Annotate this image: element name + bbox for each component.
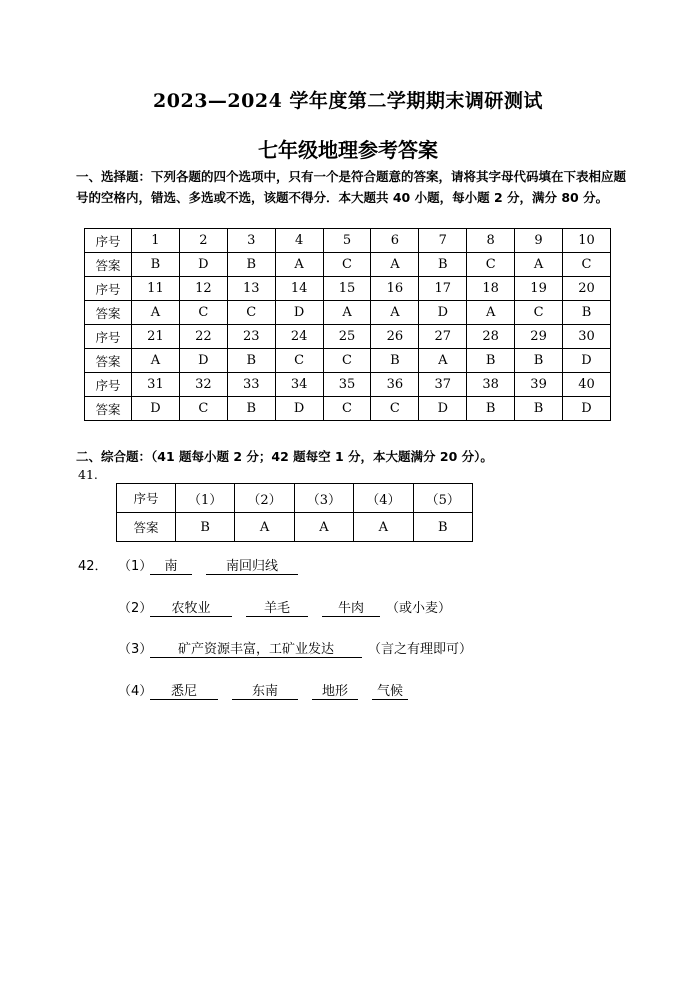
- answer-cell: B: [175, 513, 234, 542]
- question-number-cell: 2: [179, 229, 227, 253]
- q42-line-2: [118, 597, 451, 617]
- question-number-cell: 31: [132, 373, 180, 397]
- answer-cell: B: [371, 349, 419, 373]
- section2-heading: 二、综合题：（41 题每小题 2 分；42 题每空 1 分，本大题满分 20 分）。: [76, 449, 493, 464]
- question-number-cell: 7: [419, 229, 467, 253]
- answer-cell: A: [515, 253, 563, 277]
- answer-cell: A: [323, 301, 371, 325]
- answer-cell: B: [413, 513, 472, 542]
- q41-label: 41.: [78, 467, 98, 482]
- answer-cell: A: [235, 513, 294, 542]
- header-cell: 答案: [85, 397, 132, 421]
- answer-cell: B: [227, 253, 275, 277]
- question-number-cell: 14: [275, 277, 323, 301]
- answer-cell: A: [132, 301, 180, 325]
- question-number-cell: 15: [323, 277, 371, 301]
- question-number-cell: （1）: [175, 484, 234, 513]
- answer-cell: D: [275, 397, 323, 421]
- answer-cell: A: [275, 253, 323, 277]
- header-cell: 答案: [117, 513, 176, 542]
- question-number-cell: 21: [132, 325, 180, 349]
- question-number-cell: 34: [275, 373, 323, 397]
- table-row: [85, 349, 611, 373]
- answer-cell: B: [563, 301, 611, 325]
- question-number-cell: 30: [563, 325, 611, 349]
- answer-cell: C: [275, 349, 323, 373]
- question-number-cell: 13: [227, 277, 275, 301]
- answer-blank: 气候: [372, 684, 408, 700]
- answer-blank: 农牧业: [150, 601, 232, 617]
- question-number-cell: 40: [563, 373, 611, 397]
- table-row: [85, 229, 611, 253]
- page-title: 2023—2024 学年度第二学期期末调研测试: [153, 90, 543, 112]
- part-label: （4）: [118, 684, 153, 699]
- section1-instructions: 一、选择题：下列各题的四个选项中，只有一个是符合题意的答案，请将其字母代码填在下表相应题号的空格内，错选、多选或不选，该题不得分．本大题共 40 小题，每小题 2 分，满分 80 分。: [76, 169, 627, 205]
- question-number-cell: 22: [179, 325, 227, 349]
- question-number-cell: 16: [371, 277, 419, 301]
- question-number-cell: 20: [563, 277, 611, 301]
- answer-cell: B: [227, 397, 275, 421]
- question-number-cell: 18: [467, 277, 515, 301]
- table-row: [85, 301, 611, 325]
- table-row: [85, 397, 611, 421]
- answer-cell: C: [179, 397, 227, 421]
- table-row: [85, 373, 611, 397]
- question-number-cell: （3）: [294, 484, 353, 513]
- page-subtitle: 七年级地理参考答案: [258, 138, 438, 162]
- answer-cell: D: [419, 301, 467, 325]
- question-number-cell: 27: [419, 325, 467, 349]
- answer-blank: 悉尼: [150, 684, 218, 700]
- question-number-cell: 24: [275, 325, 323, 349]
- answer-note: （言之有理即可）: [368, 642, 473, 657]
- question-number-cell: 3: [227, 229, 275, 253]
- answer-cell: A: [354, 513, 413, 542]
- answer-cell: A: [132, 349, 180, 373]
- header-cell: 序号: [85, 325, 132, 349]
- answer-cell: A: [371, 253, 419, 277]
- table-row: [117, 513, 473, 542]
- question-number-cell: 36: [371, 373, 419, 397]
- answer-cell: D: [419, 397, 467, 421]
- answer-cell: C: [515, 301, 563, 325]
- question-number-cell: 37: [419, 373, 467, 397]
- answer-blank: 矿产资源丰富，工矿业发达: [150, 642, 362, 658]
- header-cell: 序号: [85, 229, 132, 253]
- answer-note: （或小麦）: [386, 601, 452, 616]
- header-cell: 答案: [85, 349, 132, 373]
- answer-cell: D: [563, 397, 611, 421]
- question-number-cell: 25: [323, 325, 371, 349]
- header-cell: 答案: [85, 253, 132, 277]
- part-label: （1）: [118, 559, 153, 574]
- answer-cell: D: [179, 253, 227, 277]
- answer-blank: 南: [150, 559, 192, 575]
- answer-cell: D: [563, 349, 611, 373]
- question-number-cell: 9: [515, 229, 563, 253]
- answer-cell: B: [227, 349, 275, 373]
- answer-blank: 牛肉: [322, 601, 380, 617]
- question-number-cell: 17: [419, 277, 467, 301]
- question-number-cell: 6: [371, 229, 419, 253]
- answer-cell: B: [467, 397, 515, 421]
- answer-cell: C: [371, 397, 419, 421]
- q41-answer-table: [116, 483, 473, 542]
- question-number-cell: 26: [371, 325, 419, 349]
- question-number-cell: 28: [467, 325, 515, 349]
- q42-line-1: [78, 555, 312, 575]
- answer-cell: A: [419, 349, 467, 373]
- question-number-cell: 1: [132, 229, 180, 253]
- question-number-cell: 8: [467, 229, 515, 253]
- answer-cell: B: [515, 349, 563, 373]
- header-cell: 序号: [117, 484, 176, 513]
- table-row: [85, 325, 611, 349]
- table-row: [85, 253, 611, 277]
- question-number-cell: 10: [563, 229, 611, 253]
- header-cell: 序号: [85, 277, 132, 301]
- choice-answer-table: [84, 228, 611, 421]
- part-label: （3）: [118, 642, 153, 657]
- question-number-cell: （4）: [354, 484, 413, 513]
- question-number-cell: 39: [515, 373, 563, 397]
- question-number-cell: （5）: [413, 484, 472, 513]
- q42-line-4: [118, 680, 422, 700]
- question-number-cell: 4: [275, 229, 323, 253]
- answer-cell: A: [294, 513, 353, 542]
- question-number-cell: 35: [323, 373, 371, 397]
- answer-cell: C: [323, 349, 371, 373]
- answer-cell: D: [179, 349, 227, 373]
- question-number-cell: 19: [515, 277, 563, 301]
- table-row: [85, 277, 611, 301]
- answer-cell: B: [515, 397, 563, 421]
- part-label: （2）: [118, 601, 153, 616]
- question-number-cell: 12: [179, 277, 227, 301]
- answer-blank: 地形: [312, 684, 358, 700]
- question-number-cell: （2）: [235, 484, 294, 513]
- answer-blank: 羊毛: [246, 601, 308, 617]
- answer-cell: C: [323, 397, 371, 421]
- answer-cell: C: [563, 253, 611, 277]
- question-number-cell: 33: [227, 373, 275, 397]
- answer-cell: D: [132, 397, 180, 421]
- question-number-cell: 29: [515, 325, 563, 349]
- answer-blank: 南回归线: [206, 559, 298, 575]
- answer-cell: A: [467, 301, 515, 325]
- answer-cell: C: [227, 301, 275, 325]
- question-number-cell: 23: [227, 325, 275, 349]
- q42-label: 42．: [78, 559, 108, 574]
- answer-cell: A: [371, 301, 419, 325]
- header-cell: 答案: [85, 301, 132, 325]
- answer-cell: B: [419, 253, 467, 277]
- answer-cell: B: [132, 253, 180, 277]
- answer-cell: B: [467, 349, 515, 373]
- header-cell: 序号: [85, 373, 132, 397]
- q42-line-3: [118, 638, 472, 658]
- question-number-cell: 11: [132, 277, 180, 301]
- answer-cell: C: [179, 301, 227, 325]
- answer-cell: D: [275, 301, 323, 325]
- answer-cell: C: [323, 253, 371, 277]
- answer-cell: C: [467, 253, 515, 277]
- table-row: [117, 484, 473, 513]
- question-number-cell: 5: [323, 229, 371, 253]
- question-number-cell: 32: [179, 373, 227, 397]
- answer-blank: 东南: [232, 684, 298, 700]
- question-number-cell: 38: [467, 373, 515, 397]
